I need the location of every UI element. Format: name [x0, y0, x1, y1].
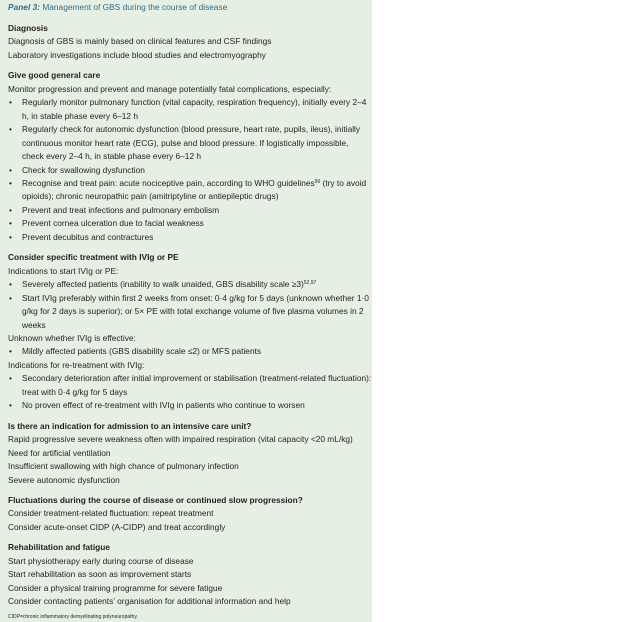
- pain-text: Recognise and treat pain: acute nociceptive pain, according to WHO guidelines: [22, 177, 315, 188]
- indications-label: Indications to start IVIg or PE:: [8, 265, 119, 276]
- icu-line: Rapid progressive severe weakness often with impaired respiration (vital capacity <20 mL/kg): [8, 434, 353, 445]
- treatment-heading: Consider specific treatment with IVIg or PE: [8, 252, 179, 263]
- diagnosis-line: Diagnosis of GBS is mainly based on clinical features and CSF findings: [8, 36, 272, 47]
- pain-text-tail: (try to avoid opioids); chronic neuropathic pain (amitriptyline or antiepileptic drugs): [22, 177, 367, 202]
- list-item: • Check for swallowing dysfunction: [8, 164, 372, 177]
- severe-text: Severely affected patients (inability to walk unaided, GBS disability scale ≥3): [22, 279, 304, 290]
- fluctuation-line: Consider acute-onset CIDP (A-CIDP) and treat accordingly: [8, 521, 226, 532]
- care-list: [8, 96, 372, 244]
- rehab-heading: Rehabilitation and fatigue: [8, 542, 110, 553]
- unknown-list: [8, 345, 372, 358]
- unknown-label: Unknown whether IVIg is effective:: [8, 332, 136, 343]
- panel-label: Panel 3:: [8, 2, 40, 12]
- list-item: • Mildly affected patients (GBS disability scale ≤2) or MFS patients: [8, 345, 372, 358]
- diagnosis-heading: Diagnosis: [8, 23, 48, 33]
- list-item: • Regularly check for autonomic dysfunction (blood pressure, heart rate, pupils, ileus), initially continuous monitor heart rate (ECG), pulse and blood pressure. If logistically impossible, check every 2–4 h, in stable phase every 6–12 h: [8, 123, 372, 163]
- list-item: • Prevent decubitus and contractures: [8, 231, 372, 244]
- rehab-line: Start physiotherapy early during course of disease: [8, 555, 194, 566]
- panel-title-text: Management of GBS during the course of disease: [42, 2, 228, 12]
- list-item: • Start IVIg preferably within first 2 weeks from onset: 0·4 g/kg for 5 days (unknown whether 1·0 g/kg for 2 days is superior); or 5× PE with total exchange volume of five plasma volumes in 2 weeks: [8, 292, 372, 332]
- retreat-label: Indications for re-treatment with IVIg:: [8, 359, 145, 370]
- fluctuation-line: Consider treatment-related fluctuation: repeat treatment: [8, 508, 214, 519]
- footnote: CIDP=chronic inflammatory demyelinating polyneuropathy.: [8, 613, 138, 620]
- list-item: • No proven effect of re-treatment with IVIg in patients who continue to worsen: [8, 399, 372, 412]
- severe-reference: 52,97: [303, 280, 317, 287]
- icu-line: Need for artificial ventilation: [8, 447, 111, 458]
- fluctuation-heading: Fluctuations during the course of disease or continued slow progression?: [8, 494, 303, 505]
- icu-heading: Is there an indication for admission to an intensive care unit?: [8, 420, 252, 431]
- indications-list: [8, 278, 372, 332]
- list-item: • Prevent cornea ulceration due to facial weakness: [8, 217, 372, 230]
- rehab-line: Consider contacting patients’ organisation for additional information and help: [8, 596, 291, 607]
- rehab-line: Consider a physical training programme for severe fatigue: [8, 582, 223, 593]
- retreat-list: [8, 372, 372, 412]
- pain-reference: 96: [314, 178, 321, 185]
- care-heading: Give good general care: [8, 70, 101, 81]
- list-item: • Prevent and treat infections and pulmonary embolism: [8, 204, 372, 217]
- icu-line: Severe autonomic dysfunction: [8, 474, 120, 485]
- panel-title: [8, 1, 372, 15]
- icu-line: Insufficient swallowing with high chance of pulmonary infection: [8, 461, 239, 472]
- rehab-line: Start rehabilitation as soon as improvement starts: [8, 569, 192, 580]
- diagnosis-line: Laboratory investigations include blood studies and electromyography: [8, 49, 266, 60]
- list-item-pain: [8, 177, 372, 204]
- list-item: • Secondary deterioration after initial improvement or stabilisation (treatment-related fluctuation): treat with 0·4 g/kg for 5 days: [8, 372, 372, 399]
- care-intro: Monitor progression and prevent and manage potentially fatal complications, especially:: [8, 83, 332, 94]
- list-item: [8, 278, 372, 291]
- list-item: • Regularly monitor pulmonary function (vital capacity, respiration frequency), initially every 2–4 h, in stable phase every 6–12 h: [8, 96, 372, 123]
